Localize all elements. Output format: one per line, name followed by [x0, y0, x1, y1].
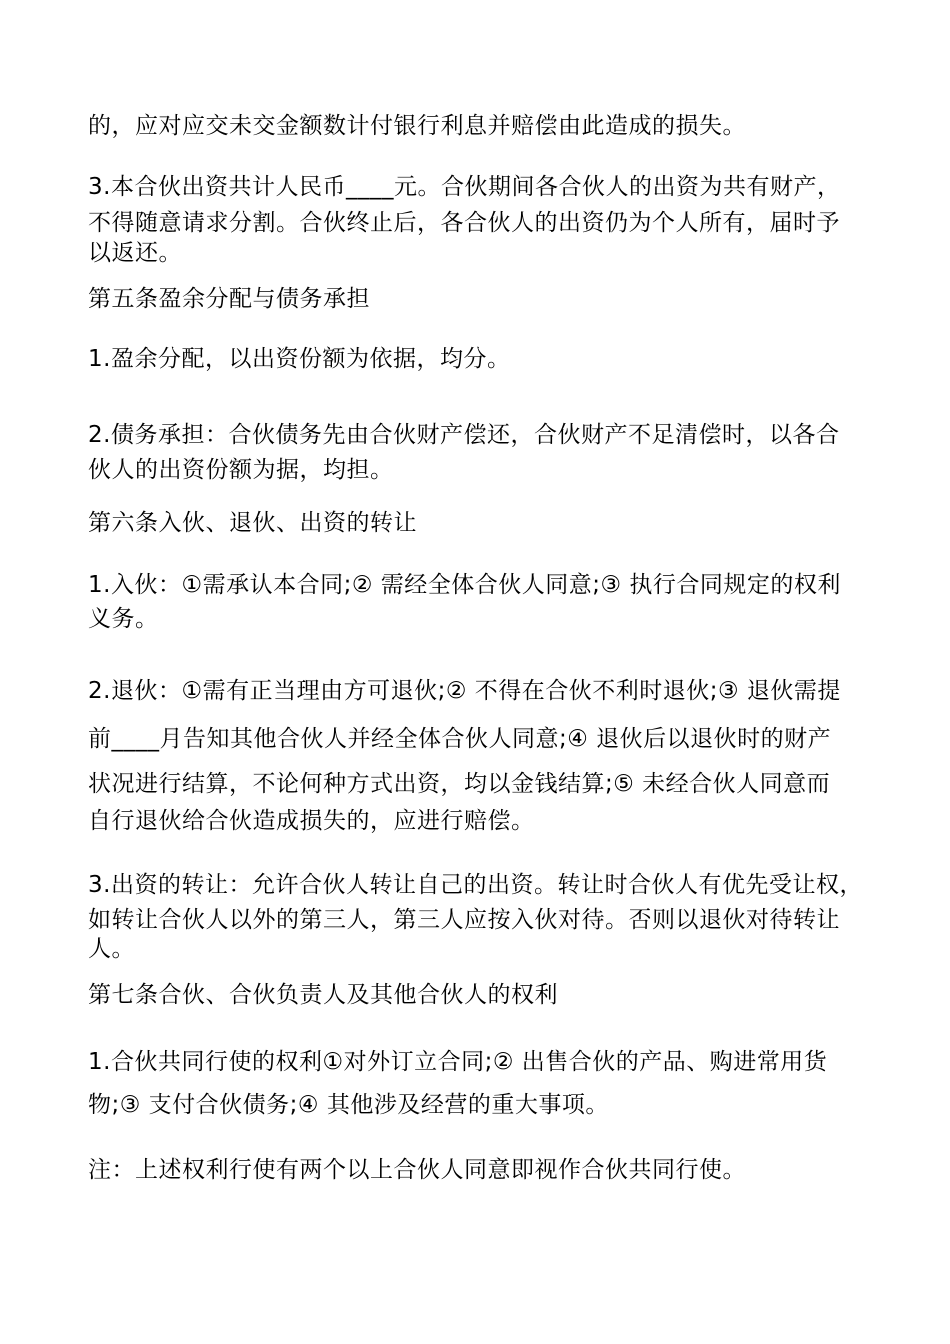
text-line: 1.合伙共同行使的权利①对外订立合同;② 出售合伙的产品、购进常用货: [88, 1049, 828, 1075]
paragraph-joining: [88, 568, 878, 636]
article-5-heading: [88, 283, 878, 315]
text-line: 2.债务承担：合伙债务先由合伙财产偿还，合伙财产不足清偿时，以各合: [88, 422, 840, 448]
paragraph-note: [88, 1153, 878, 1187]
paragraph-capital-total: [88, 168, 878, 266]
paragraph-capital-transfer: [88, 866, 878, 962]
text-line: 自行退伙给合伙造成损失的，应进行赔偿。: [88, 808, 535, 834]
article-6-heading: [88, 506, 878, 540]
text-line: 3.出资的转让：允许合伙人转让自己的出资。转让时合伙人有优先受让权，: [88, 872, 863, 898]
text-line: 1.盈余分配，以出资份额为依据，均分。: [88, 346, 511, 372]
paragraph-late-payment: [88, 110, 878, 142]
text-line: 义务。: [88, 606, 159, 632]
text-line: 第七条合伙、合伙负责人及其他合伙人的权利: [88, 982, 558, 1008]
text-line: 状况进行结算，不论何种方式出资，均以金钱结算;⑤ 未经合伙人同意而: [88, 771, 831, 797]
text-line: 3.本合伙出资共计人民币____元。合伙期间各合伙人的出资为共有财产，: [88, 174, 841, 200]
paragraph-debt-bearing: [88, 416, 878, 486]
text-line: 人。: [88, 936, 135, 962]
paragraph-withdrawal: [88, 667, 878, 837]
text-line: 的，应对应交未交金额数计付银行利息并赔偿由此造成的损失。: [88, 113, 746, 139]
text-line: 伙人的出资份额为据，均担。: [88, 457, 394, 483]
text-line: 前____月告知其他合伙人并经全体合伙人同意;④ 退伙后以退伙时的财产: [88, 726, 832, 752]
text-line: 如转让合伙人以外的第三人，第三人应按入伙对待。否则以退伙对待转让: [88, 907, 840, 933]
text-line: 以返还。: [88, 240, 182, 266]
text-line: 第五条盈余分配与债务承担: [88, 286, 370, 312]
text-line: 第六条入伙、退伙、出资的转让: [88, 510, 417, 536]
text-line: 注：上述权利行使有两个以上合伙人同意即视作合伙共同行使。: [88, 1157, 746, 1183]
text-line: 1.入伙：①需承认本合同;② 需经全体合伙人同意;③ 执行合同规定的权利: [88, 572, 841, 598]
text-line: 不得随意请求分割。合伙终止后，各合伙人的出资仍为个人所有，届时予: [88, 210, 840, 236]
article-7-heading: [88, 978, 878, 1012]
paragraph-joint-rights: [88, 1037, 878, 1123]
text-line: 物;③ 支付合伙债务;④ 其他涉及经营的重大事项。: [88, 1092, 609, 1118]
paragraph-profit-distribution: [88, 342, 878, 376]
text-line: 2.退伙：①需有正当理由方可退伙;② 不得在合伙不利时退伙;③ 退伙需提: [88, 678, 841, 704]
